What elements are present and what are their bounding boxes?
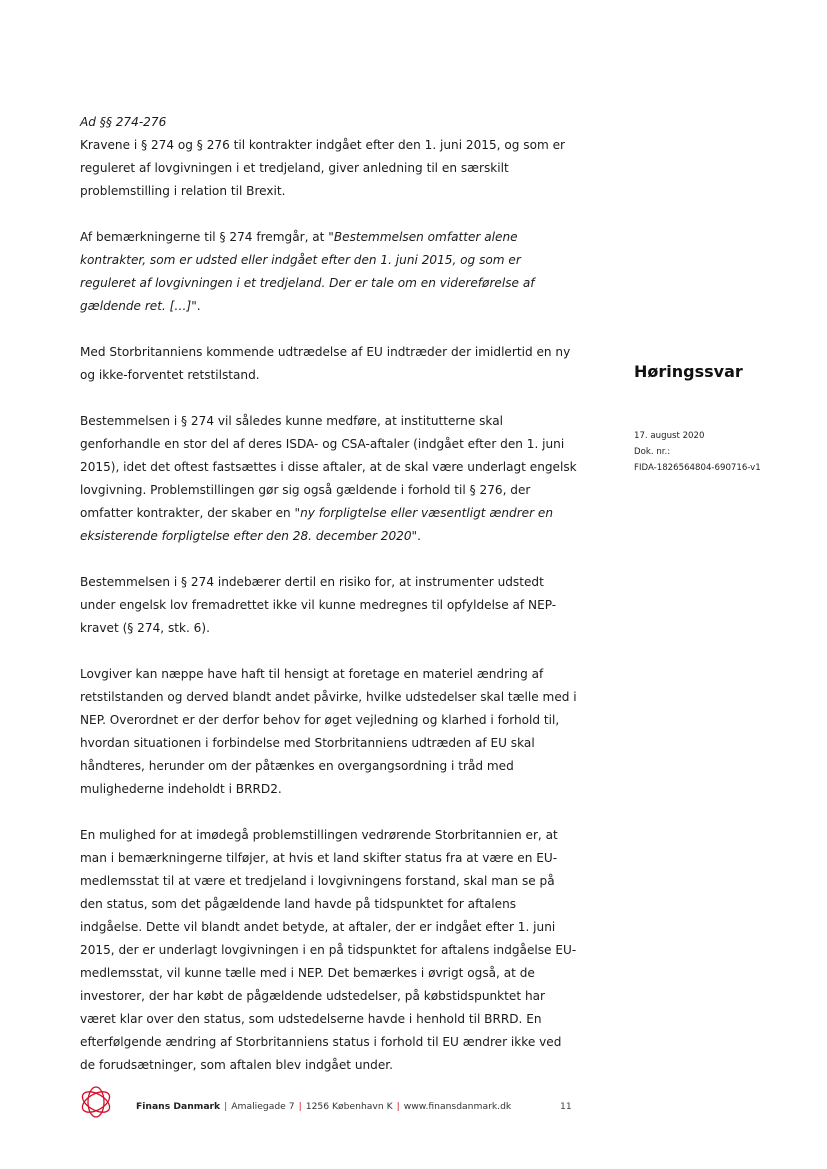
paragraph-4-main: Bestemmelsen i § 274 vil således kunne medføre, at institutterne skal genforhandle en stor del af deres ISDA- og CSA-aftaler (indgået efter den 1. juni 2015), idet det oftest fastsættes i disse aftaler, at de skal være underlagt engelsk lovgivning. Problemstillingen gør sig også gældende i forhold til § 276, der omfatter kontrakter, der skaber en xyxy=(80,414,577,520)
paragraph-4-quote: "ny forpligtelse eller væsentligt ændrer en eksisterende forpligtelse efter den 28. december 2020" xyxy=(80,506,554,543)
footer-city: 1256 København K xyxy=(305,1101,393,1112)
document-number-label: Dok. nr.: xyxy=(634,447,671,457)
footer-separator: | xyxy=(396,1101,400,1112)
section-title: Ad §§ 274-276 xyxy=(80,115,167,129)
footer-line xyxy=(136,1101,511,1112)
paragraph-2 xyxy=(80,226,580,318)
paragraph-1: Kravene i § 274 og § 276 til kontrakter indgået efter den 1. juni 2015, og som er reguleret af lovgivningen i et tredjeland, giver anledning til en særskilt problemstilling i relation til Brexit. xyxy=(80,138,566,198)
paragraph-6: Lovgiver kan næppe have haft til hensigt at foretage en materiel ændring af retstilstanden og derved blandt andet påvirke, hvilke udstedelser skal tælle med i NEP. Overordnet er der derfor behov for øget vejledning og klarhed i forhold til, hvordan situationen i forbindelse med Storbritanniens udtræden af EU skal håndteres, herunder om der påtænkes en overgangsordning i tråd med mulighederne indeholdt i BRRD2. xyxy=(80,667,577,796)
paragraph-4 xyxy=(80,410,580,548)
page-number: 11 xyxy=(560,1101,572,1112)
document-number: FIDA-1826564804-690716-v1 xyxy=(634,463,761,473)
footer-website-link[interactable]: www.finansdanmark.dk xyxy=(403,1101,512,1112)
paragraph-5: Bestemmelsen i § 274 indebærer dertil en risiko for, at instrumenter udstedt under engelsk lov fremadrettet ikke vil kunne medregnes til opfyldelse af NEP-kravet (§ 274, stk. 6). xyxy=(80,575,557,635)
footer-separator: | xyxy=(224,1101,228,1112)
section-block xyxy=(80,111,580,203)
paragraph-2-intro: Af bemærkningerne til § 274 fremgår, at xyxy=(80,230,329,244)
paragraph-2-quote: "Bestemmelsen omfatter alene kontrakter, som er udsted eller indgået efter den 1. juni 2015, og som er reguleret af lovgivningen i et tredjeland. Der er tale om en videreførelse af gældende ret. […]" xyxy=(80,230,535,313)
document-meta xyxy=(634,428,761,476)
document-date: 17. august 2020 xyxy=(634,431,705,441)
footer-separator: | xyxy=(298,1101,302,1112)
paragraph-4-end: . xyxy=(417,529,421,543)
paragraph-2-end: . xyxy=(196,299,201,313)
document-type-title: Høringssvar xyxy=(634,362,743,381)
footer xyxy=(78,1082,598,1132)
paragraph-3: Med Storbritanniens kommende udtrædelse af EU indtræder der imidlertid en ny og ikke-forventet retstilstand. xyxy=(80,345,571,382)
finans-danmark-logo xyxy=(78,1082,114,1122)
footer-brand: Finans Danmark xyxy=(136,1101,221,1112)
main-text xyxy=(80,111,580,1100)
footer-address: Amaliegade 7 xyxy=(231,1101,295,1112)
paragraph-7: En mulighed for at imødegå problemstillingen vedrørende Storbritannien er, at man i bemærkningerne tilføjer, at hvis et land skifter status fra at være en EU-medlemsstat til at være et tredjeland i lovgivningens forstand, skal man se på den status, som det pågældende land havde på tidspunktet for aftalens indgåelse. Dette vil blandt andet betyde, at aftaler, der er indgået efter 1. juni 2015, der er underlagt lovgivningen i en på tidspunktet for aftalens indgåelse EU-medlemsstat, vil kunne tælle med i NEP. Det bemærkes i øvrigt også, at de investorer, der har købt de pågældende udstedelser, på købstidspunktet har været klar over den status, som udstedelserne havde i henhold til BRRD. En efterfølgende ændring af Storbritanniens status i forhold til EU ændrer ikke ved de forudsætninger, som aftalen blev indgået under. xyxy=(80,828,577,1072)
